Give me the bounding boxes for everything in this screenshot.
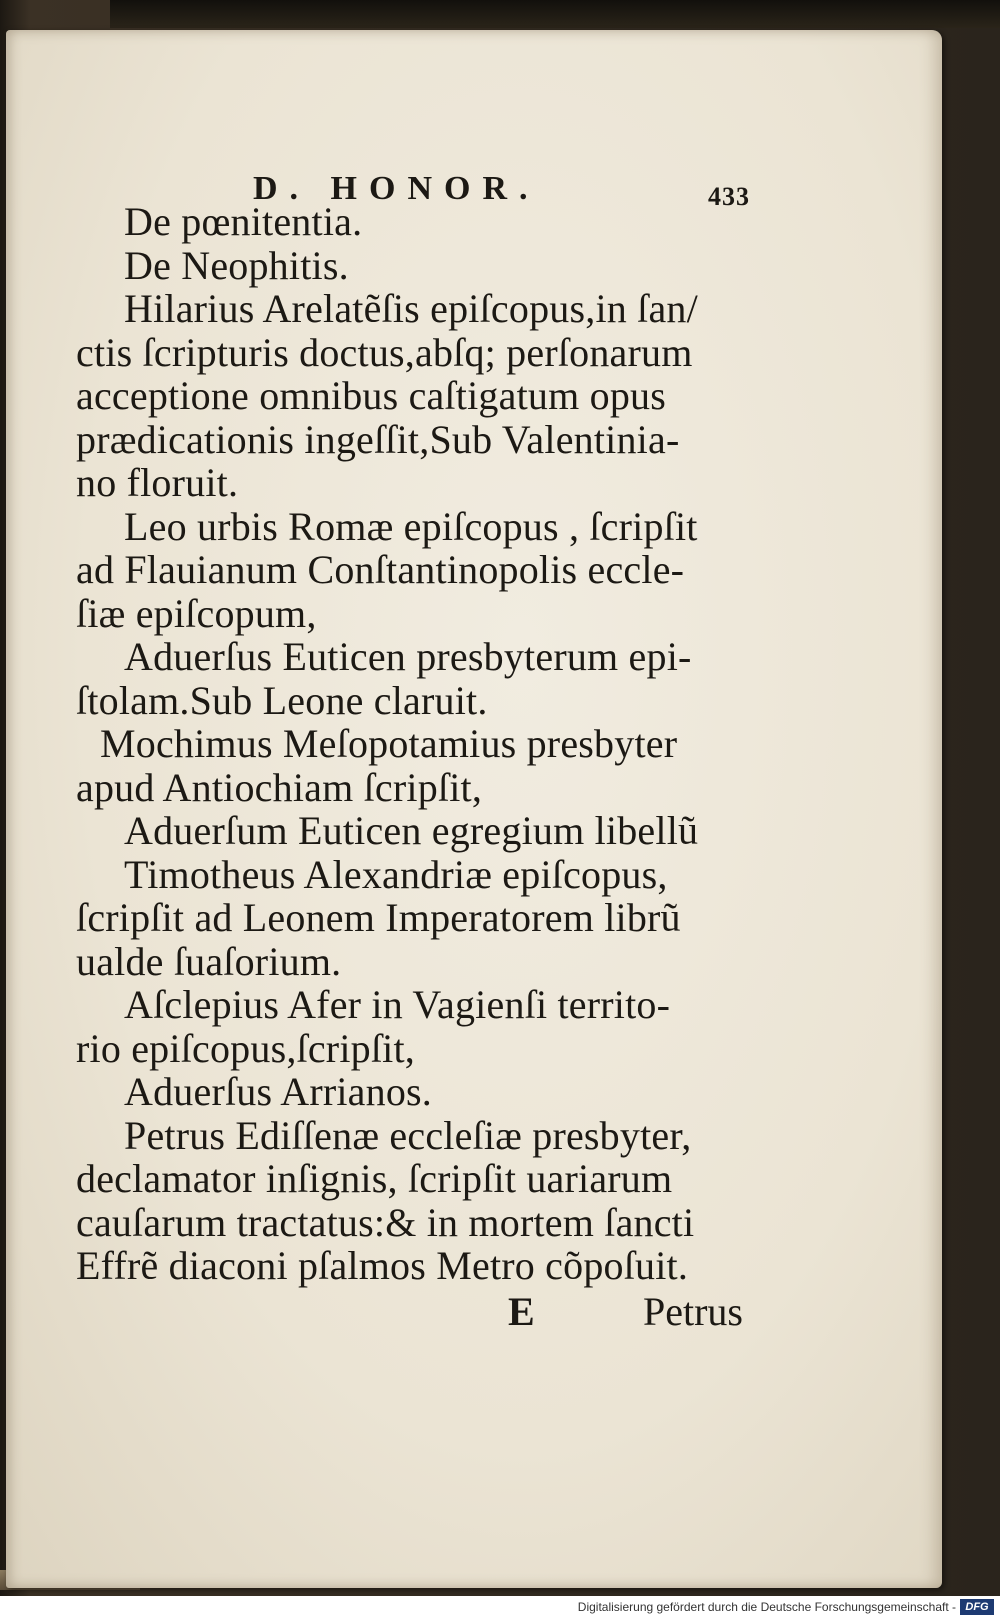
running-head — [68, 142, 768, 211]
text-line: declamator inſignis, ſcripſit uariarum — [76, 1156, 673, 1201]
text-lines — [68, 200, 768, 1288]
text-line: no floruit. — [76, 460, 239, 505]
text-line: rio epiſcopus,ſcripſit, — [76, 1025, 415, 1071]
text-line: Aſclepius Afer in Vagienſi territo- — [124, 982, 671, 1027]
text-line: Hilarius Arelatẽſis epiſcopus,in ſan/ — [124, 286, 698, 331]
text-line: ctis ſcripturis doctus,abſq; perſonarum — [76, 329, 693, 375]
text-line: Petrus Ediſſenæ eccleſiæ presbyter, — [124, 1112, 692, 1158]
running-title: D. HONOR. — [253, 170, 540, 207]
text-line: Effrẽ diaconi pſalmos Metro cõpoſuit. — [76, 1243, 689, 1288]
text-line: Timotheus Alexandriæ epiſcopus, — [124, 851, 668, 897]
text-line: prædicationis ingeſſit,Sub Valentinia- — [76, 416, 680, 462]
text-line: Aduerſus Arrianos. — [124, 1069, 432, 1114]
binding-edge — [110, 0, 1000, 28]
text-line: ualde ſuaſorium. — [76, 938, 342, 984]
page-text — [68, 142, 768, 1334]
text-line: apud Antiochiam ſcripſit, — [76, 764, 483, 810]
text-line: De Neophitis. — [124, 242, 349, 288]
text-line: ſtolam.Sub Leone claruit. — [76, 677, 488, 723]
text-line: Mochimus Meſopotamius presbyter — [100, 721, 678, 766]
signature-mark: E — [508, 1288, 535, 1334]
text-line: Aduerſus Euticen presbyterum epi- — [124, 634, 692, 679]
text-line: Leo urbis Romæ epiſcopus , ſcripſit — [124, 503, 698, 549]
text-line: ſiæ epiſcopum, — [76, 590, 317, 636]
dfg-logo: DFG — [960, 1599, 994, 1615]
catchword: Petrus — [643, 1288, 743, 1334]
text-line: acceptione omnibus caſtigatum opus — [76, 373, 666, 418]
text-line: Aduerſum Euticen egregium libellũ — [124, 808, 699, 853]
text-line: ad Flauianum Conſtantinopolis eccle- — [76, 547, 685, 592]
funding-credit: Digitalisierung gefördert durch die Deutsche Forschungsgemeinschaft - — [577, 1600, 956, 1614]
digitization-footer — [0, 1596, 1000, 1620]
page-number: 433 — [708, 182, 750, 211]
text-line: De pœnitentia. — [124, 199, 363, 244]
text-line: ſcripſit ad Leonem Imperatorem librũ — [76, 895, 681, 940]
text-line: cauſarum tractatus:& in mortem ſancti — [76, 1199, 695, 1245]
book-page — [6, 30, 942, 1588]
page-foot — [68, 1288, 768, 1334]
